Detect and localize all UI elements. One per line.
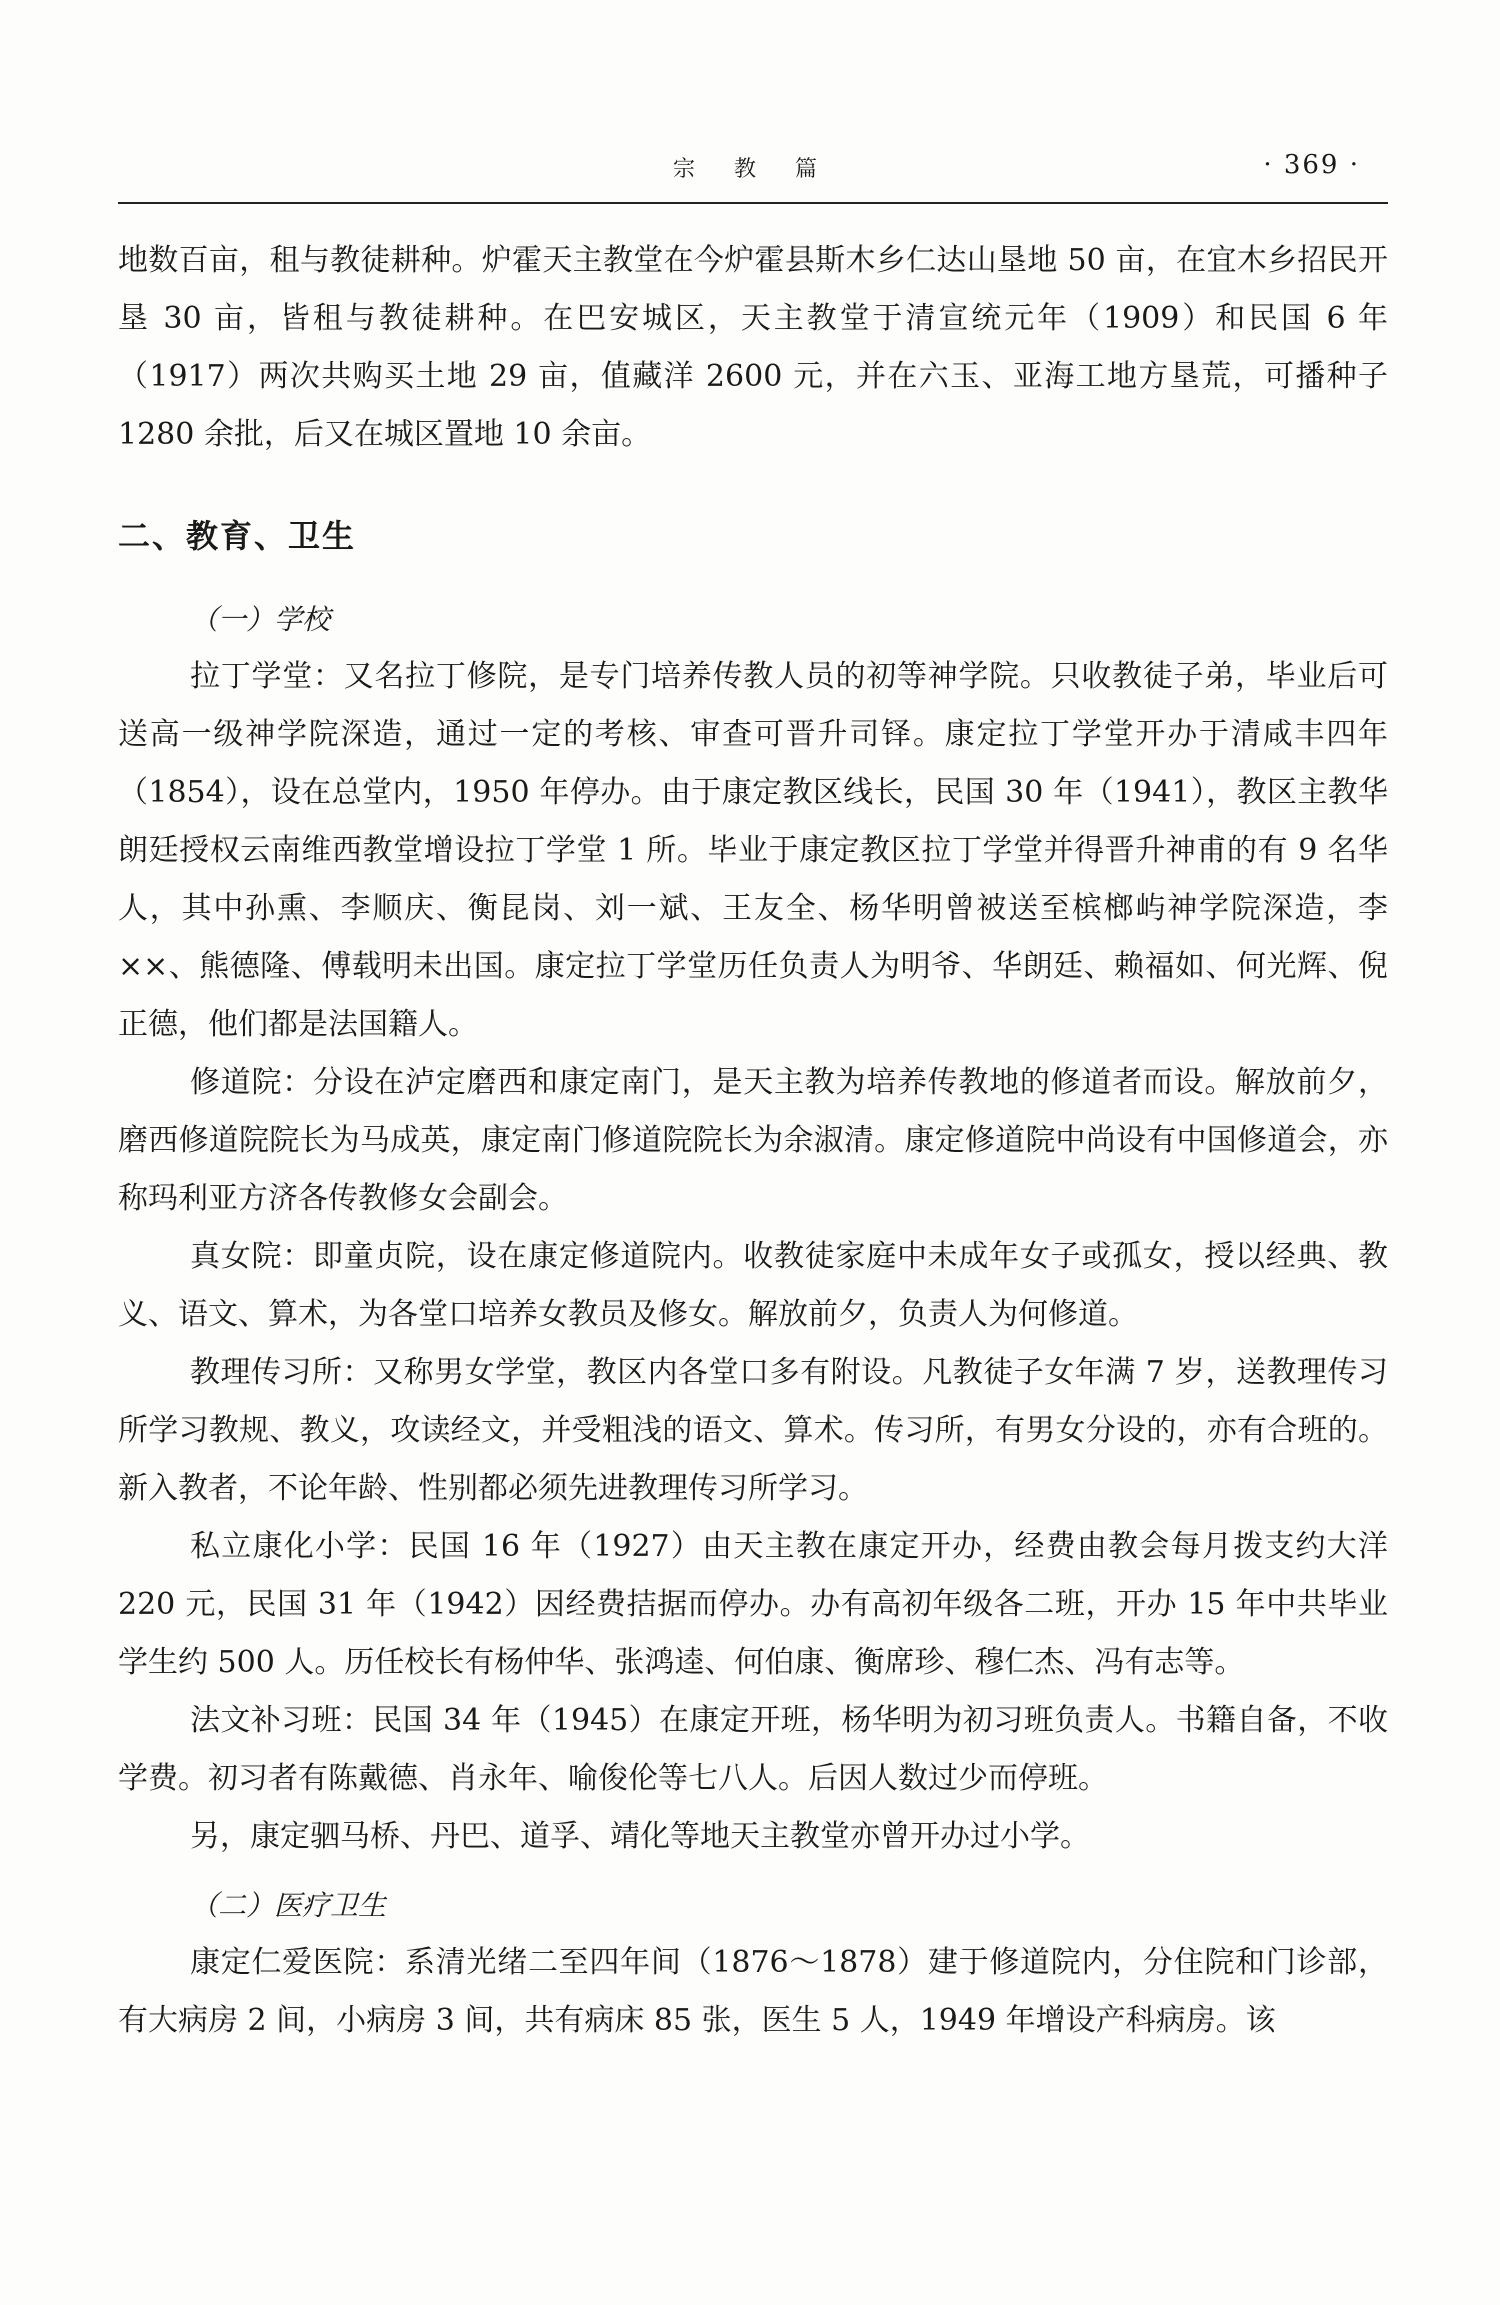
paragraph-renai-hospital: 康定仁爱医院：系清光绪二至四年间（1876～1878）建于修道院内，分住院和门诊部，有大病房 2 间，小病房 3 间，共有病床 85 张，医生 5 人，1949 年增设产科病房。该: [118, 1945, 1388, 2038]
section-heading: 二、教育、卫生: [118, 517, 357, 555]
paragraph-latin-school: 拉丁学堂：又名拉丁修院，是专门培养传教人员的初等神学院。只收教徒子弟，毕业后可送高一级神学院深造，通过一定的考核、审查可晋升司铎。康定拉丁学堂开办于清咸丰四年（1854），设在总堂内，1950 年停办。由于康定教区线长，民国 30 年（1941），教区主教华朗廷授权云南维西教堂增设拉丁学堂 1 所。毕业于康定教区拉丁学堂并得晋升神甫的有 9 名华人，其中孙熏、李顺庆、衡昆岗、刘一斌、王友全、杨华明曾被送至槟榔屿神学院深造，李××、熊德隆、傅载明未出国。康定拉丁学堂历任负责人为明爷、华朗廷、赖福如、何光辉、倪正德，他们都是法国籍人。: [118, 659, 1388, 1042]
paragraph-virgins-house: 真女院：即童贞院，设在康定修道院内。收教徒家庭中未成年女子或孤女，授以经典、教义、语文、算术，为各堂口培养女教员及修女。解放前夕，负责人为何修道。: [118, 1239, 1388, 1332]
paragraph-french-class: 法文补习班：民国 34 年（1945）在康定开班，杨华明为初习班负责人。书籍自备，不收学费。初习者有陈戴德、肖永年、喻俊伦等七八人。后因人数过少而停班。: [118, 1703, 1388, 1796]
running-title: 宗 教 篇: [673, 157, 833, 182]
paragraph-catechism-school: 教理传习所：又称男女学堂，教区内各堂口多有附设。凡教徒子女年满 7 岁，送教理传习所学习教规、教义，攻读经文，并受粗浅的语文、算术。传习所，有男女分设的，亦有合班的。新入教者，不论年龄、性别都必须先进教理传习所学习。: [118, 1355, 1388, 1506]
subsection-heading-medical: （二）医疗卫生: [190, 1889, 387, 1922]
page-number: · 369 ·: [1263, 150, 1360, 180]
paragraph-kanghua-primary: 私立康化小学：民国 16 年（1927）由天主教在康定开办，经费由教会每月拨支约大洋 220 元，民国 31 年（1942）因经费拮据而停办。办有高初年级各二班，开办 15 年中共毕业学生约 500 人。历任校长有杨仲华、张鸿逵、何伯康、衡席珍、穆仁杰、冯有志等。: [118, 1529, 1388, 1680]
page-header: [118, 150, 1388, 204]
paragraph-seminary: 修道院：分设在泸定磨西和康定南门，是天主教为培养传教地的修道者而设。解放前夕，磨西修道院院长为马成英，康定南门修道院院长为余淑清。康定修道院中尚设有中国修道会，亦称玛利亚方济各传教修女会副会。: [118, 1065, 1388, 1216]
page-body: [118, 232, 1388, 2050]
paragraph-other-schools: 另，康定驷马桥、丹巴、道孚、靖化等地天主教堂亦曾开办过小学。: [190, 1819, 1090, 1854]
subsection-heading-schools: （一）学校: [190, 603, 331, 636]
paragraph-continued: 地数百亩，租与教徒耕种。炉霍天主教堂在今炉霍县斯木乡仁达山垦地 50 亩，在宜木乡招民开垦 30 亩，皆租与教徒耕种。在巴安城区，天主教堂于清宣统元年（1909）和民国 6 年（1917）两次共购买土地 29 亩，值藏洋 2600 元，并在六玉、亚海工地方垦荒，可播种子 1280 余批，后又在城区置地 10 余亩。: [118, 243, 1388, 452]
